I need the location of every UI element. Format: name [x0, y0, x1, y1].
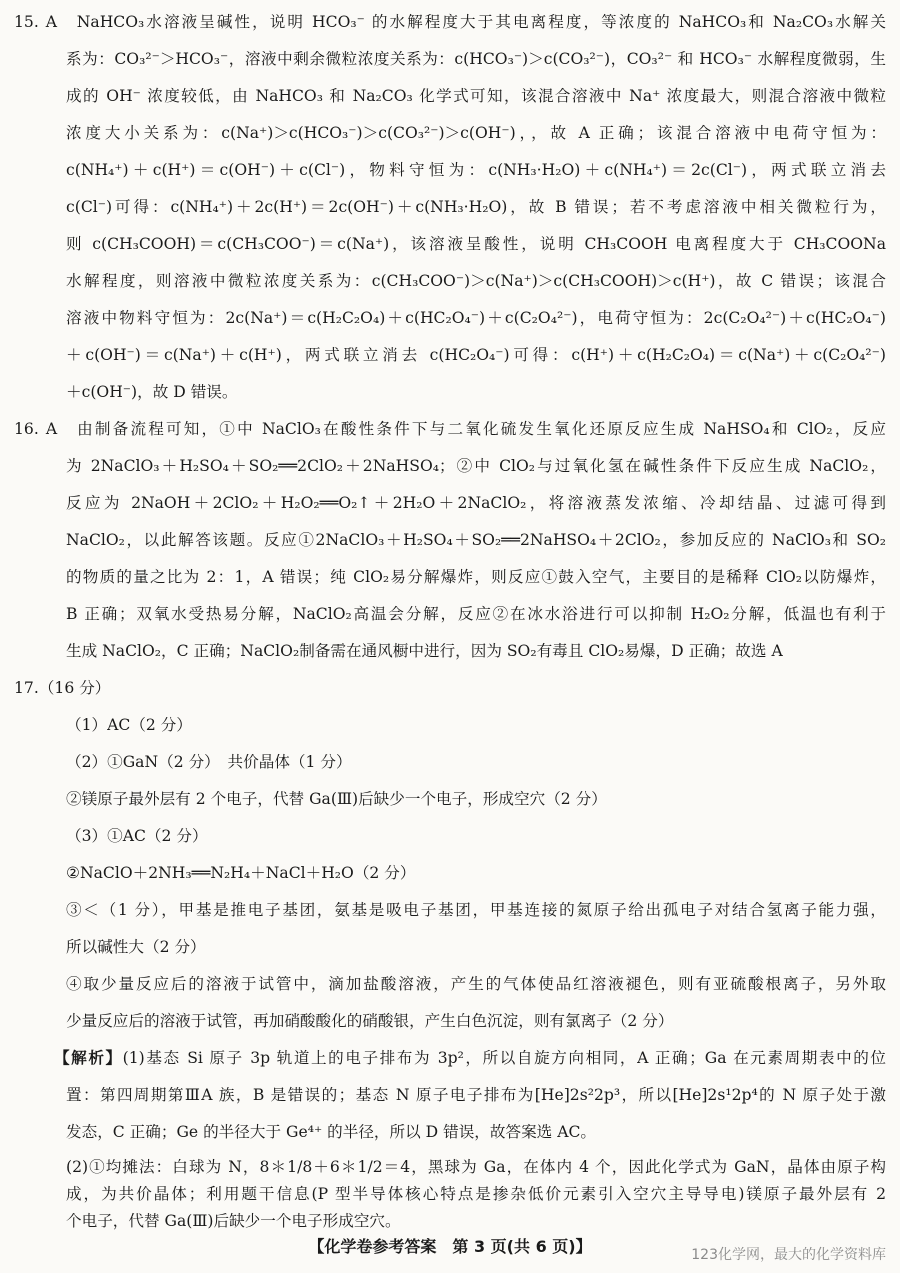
text-line: （1）AC（2 分）	[66, 716, 192, 734]
text-line: (2)①均摊法：白球为 N，8＊1/8＋6＊1/2＝4，黑球为 Ga，在体内 4 个，因此化学式为 GaN，晶体由原子构	[66, 1158, 886, 1176]
text-line	[54, 1048, 886, 1068]
text-line: 成的 OH⁻ 浓度较低，由 NaHCO₃ 和 Na₂CO₃ 化学式可知，该混合溶液中 Na⁺ 浓度最大，则混合溶液中微粒	[66, 87, 886, 105]
text-line: 15. A NaHCO₃水溶液呈碱性，说明 HCO₃⁻ 的水解程度大于其电离程度，等浓度的 NaHCO₃和 Na₂CO₃水解关	[14, 13, 886, 31]
text-line: ④取少量反应后的溶液于试管中，滴加盐酸溶液，产生的气体使品红溶液褪色，则有亚硫酸根离子，另外取	[66, 975, 886, 993]
text-line: 水解程度，则溶液中微粒浓度关系为：c(CH₃COO⁻)＞c(Na⁺)＞c(CH₃COOH)＞c(H⁺)，故 C 错误；该混合	[66, 272, 886, 290]
text-line: ③＜（1 分），甲基是推电子基团，氨基是吸电子基团，甲基连接的氮原子给出孤电子对结合氢离子能力强，	[66, 901, 886, 919]
text-line: 所以碱性大（2 分）	[66, 938, 206, 956]
text-line: （3）①AC（2 分）	[66, 827, 208, 845]
text-line: 则 c(CH₃COOH)＝c(CH₃COO⁻)＝c(Na⁺)，该溶液呈酸性，说明 CH₃COOH 电离程度大于 CH₃COONa	[66, 235, 886, 253]
text-line: B 正确；双氧水受热易分解，NaClO₂高温会分解，反应②在冰水浴进行可以抑制 H₂O₂分解，低温也有利于	[66, 605, 886, 623]
text-line: 置：第四周期第ⅢA 族，B 是错误的；基态 N 原子电子排布为[He]2s²2p³，所以[He]2s¹2p⁴的 N 原子处于激	[66, 1086, 886, 1104]
text-line: 发态，C 正确；Ge 的半径大于 Ge⁴⁺ 的半径，所以 D 错误，故答案选 AC。	[66, 1123, 597, 1141]
text-line: 少量反应后的溶液于试管，再加硝酸酸化的硝酸银，产生白色沉淀，则有氯离子（2 分）	[66, 1012, 674, 1030]
text-line: 系为：CO₃²⁻＞HCO₃⁻，溶液中剩余微粒浓度关系为：c(HCO₃⁻)＞c(CO₃²⁻)，CO₃²⁻ 和 HCO₃⁻ 水解程度微弱，生	[66, 50, 886, 68]
text-line: 的物质的量之比为 2：1，A 错误；纯 ClO₂易分解爆炸，则反应①鼓入空气，主要目的是稀释 ClO₂以防爆炸，	[66, 568, 886, 586]
site-watermark: 123化学网，最大的化学资料库	[691, 1247, 886, 1263]
text-line: 17.（16 分）	[14, 679, 111, 697]
text-line: NaClO₂，以此解答该题。反应①2NaClO₃＋H₂SO₄＋SO₂══2NaHSO₄＋2ClO₂，参加反应的 NaClO₃和 SO₂	[66, 531, 886, 549]
analysis-text: (1)基态 Si 原子 3p 轨道上的电子排布为 3p²，所以自旋方向相同，A 正确；Ga 在元素周期表中的位	[122, 1049, 886, 1067]
text-line: ＋c(OH⁻)，故 D 错误。	[66, 383, 238, 401]
text-line: c(NH₄⁺)＋c(H⁺)＝c(OH⁻)＋c(Cl⁻)，物料守恒为：c(NH₃·H₂O)＋c(NH₄⁺)＝2c(Cl⁻)，两式联立消去	[66, 161, 886, 179]
text-line: （2）①GaN（2 分） 共价晶体（1 分）	[66, 753, 352, 771]
text-line: 浓度大小关系为：c(Na⁺)＞c(HCO₃⁻)＞c(CO₃²⁻)＞c(OH⁻)，，故 A 正确；该混合溶液中电荷守恒为：	[66, 124, 886, 142]
text-line: 反应为 2NaOH＋2ClO₂＋H₂O₂══O₂↑＋2H₂O＋2NaClO₂，将溶液蒸发浓缩、冷却结晶、过滤可得到	[66, 494, 886, 512]
text-line: 16. A 由制备流程可知，①中 NaClO₃在酸性条件下与二氧化硫发生氧化还原反应生成 NaHSO₄和 ClO₂，反应	[14, 420, 886, 438]
text-line: ②镁原子最外层有 2 个电子，代替 Ga(Ⅲ)后缺少一个电子，形成空穴（2 分）	[66, 790, 607, 808]
text-line: ②NaClO＋2NH₃══N₂H₄＋NaCl＋H₂O（2 分）	[66, 864, 416, 882]
text-line: 成，为共价晶体；利用题干信息(P 型半导体核心特点是掺杂低价元素引入空穴主导导电)镁原子最外层有 2	[66, 1185, 886, 1203]
text-line: 生成 NaClO₂，C 正确；NaClO₂制备需在通风橱中进行，因为 SO₂有毒且 ClO₂易爆，D 正确；故选 A	[66, 642, 783, 660]
text-line: 为 2NaClO₃＋H₂SO₄＋SO₂══2ClO₂＋2NaHSO₄；②中 ClO₂与过氧化氢在碱性条件下反应生成 NaClO₂，	[66, 457, 886, 475]
text-line: c(Cl⁻)可得：c(NH₄⁺)＋2c(H⁺)＝2c(OH⁻)＋c(NH₃·H₂O)，故 B 错误；若不考虑溶液中相关微粒行为，	[66, 198, 886, 216]
text-line: 个电子，代替 Ga(Ⅲ)后缺少一个电子形成空穴。	[66, 1212, 401, 1230]
page-footer: 【化学卷参考答案 第 3 页(共 6 页)】	[308, 1237, 592, 1256]
text-line: ＋c(OH⁻)＝c(Na⁺)＋c(H⁺)，两式联立消去 c(HC₂O₄⁻)可得：c(H⁺)＋c(H₂C₂O₄)＝c(Na⁺)＋c(C₂O₄²⁻)	[66, 346, 886, 364]
text-line: 溶液中物料守恒为：2c(Na⁺)＝c(H₂C₂O₄)＋c(HC₂O₄⁻)＋c(C₂O₄²⁻)，电荷守恒为：2c(C₂O₄²⁻)＋c(HC₂O₄⁻)	[66, 309, 886, 327]
analysis-label: 【解析】	[54, 1048, 123, 1067]
